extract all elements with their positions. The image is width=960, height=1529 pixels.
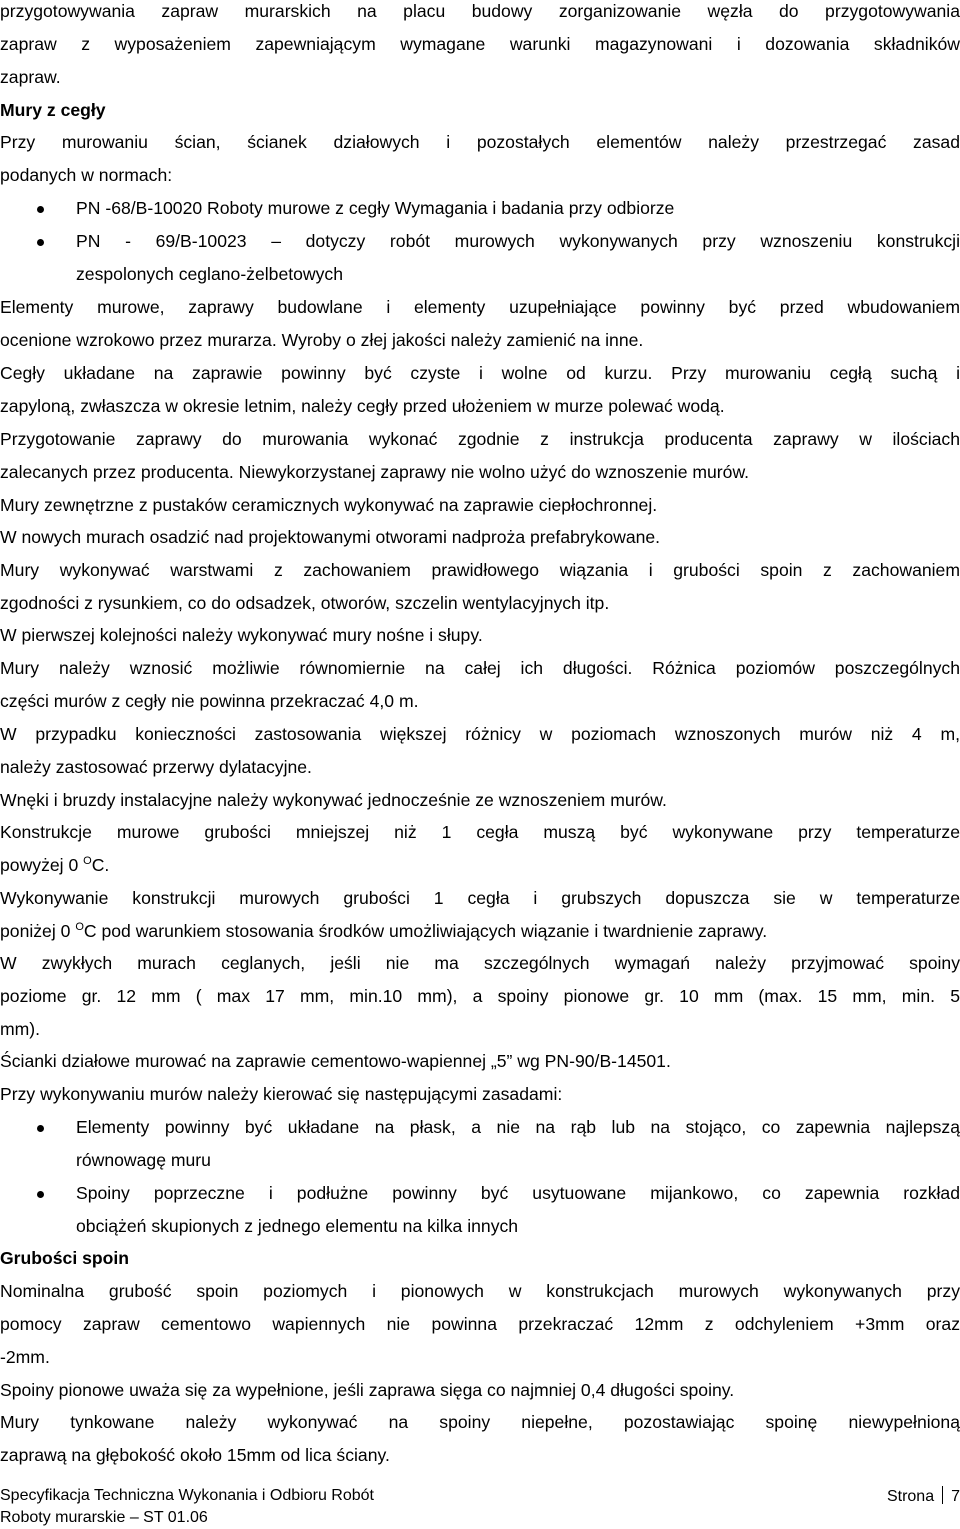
footer-subtitle-row	[0, 1508, 960, 1528]
superscript: O	[75, 921, 84, 933]
paragraph-line: Mury zewnętrzne z pustaków ceramicznych wykonywać na zaprawie ciepłochronnej.	[0, 495, 658, 515]
list-item: PN - 69/B-10023 – dotyczy robót murowych wykonywanych przy wznoszeniu konstrukcji	[76, 231, 960, 251]
text-segment: powyżej 0	[0, 855, 84, 875]
bullet-icon	[37, 1191, 44, 1198]
paragraph-line	[0, 854, 960, 876]
paragraph-line: zapraw z wyposażeniem zapewniającym wymagane warunki magazynowani i dozowania składników	[0, 34, 960, 54]
paragraph-line: Cegły układane na zaprawie powinny być czyste i wolne od kurzu. Przy murowaniu cegłą suchą i	[0, 363, 960, 383]
footer-title: Specyfikacja Techniczna Wykonania i Odbioru Robót	[0, 1487, 374, 1504]
page-footer	[0, 1486, 960, 1506]
paragraph-line: Wnęki i bruzdy instalacyjne należy wykonywać jednocześnie ze wznoszeniem murów.	[0, 790, 667, 810]
paragraph-line: W nowych murach osadzić nad projektowanymi otworami nadproża prefabrykowane.	[0, 527, 661, 547]
paragraph-line: Elementy murowe, zaprawy budowlane i elementy uzupełniające powinny być przed wbudowaniem	[0, 297, 960, 317]
paragraph-line: Przy wykonywaniu murów należy kierować się następującymi zasadami:	[0, 1084, 563, 1104]
paragraph-line: zapyloną, zwłaszcza w okresie letnim, należy cegły przed ułożeniem w murze polewać wodą.	[0, 396, 725, 416]
paragraph-line: Przy murowaniu ścian, ścianek działowych i pozostałych elementów należy przestrzegać zasad	[0, 132, 960, 152]
page-label: Strona	[886, 1488, 935, 1505]
paragraph-line: Mury tynkowane należy wykonywać na spoiny niepełne, pozostawiając spoinę niewypełnioną	[0, 1412, 960, 1432]
text-segment: C pod warunkiem stosowania środków umożliwiających wiązanie i twardnienie zaprawy.	[83, 921, 768, 941]
paragraph-line: mm).	[0, 1019, 41, 1039]
paragraph-line: poziome gr. 12 mm ( max 17 mm, min.10 mm), a spoiny pionowe gr. 10 mm (max. 15 mm, min. 5	[0, 986, 960, 1006]
paragraph-line	[0, 920, 960, 942]
paragraph-line: ocenione wzrokowo przez murarza. Wyroby o złej jakości należy zamienić na inne.	[0, 330, 644, 350]
list-item: Elementy powinny być układane na płask, a nie na rąb lub na stojąco, co zapewnia najlepszą	[76, 1117, 960, 1137]
divider	[942, 1486, 943, 1504]
text-segment: C.	[91, 855, 110, 875]
paragraph-line: Spoiny pionowe uważa się za wypełnione, jeśli zaprawa sięga co najmniej 0,4 długości spoiny.	[0, 1380, 735, 1400]
paragraph-line: Ścianki działowe murować na zaprawie cementowo-wapiennej „5” wg PN-90/B-14501.	[0, 1051, 671, 1071]
paragraph-line: zgodności z rysunkiem, co do odsadzek, otworów, szczelin wentylacyjnych itp.	[0, 593, 610, 613]
list-item: Spoiny poprzeczne i podłużne powinny być usytuowane mijankowo, co zapewnia rozkład	[76, 1183, 960, 1203]
paragraph-line: pomocy zapraw cementowo wapiennych nie powinna przekraczać 12mm z odchyleniem +3mm oraz	[0, 1314, 960, 1334]
list-item: obciążeń skupionych z jednego elementu na kilka innych	[76, 1216, 519, 1236]
bullet-icon	[37, 239, 44, 246]
paragraph-line: Wykonywanie konstrukcji murowych grubości 1 cegła i grubszych dopuszcza sie w temperaturze	[0, 888, 960, 908]
paragraph-line: zapraw.	[0, 67, 61, 87]
page-number: 7	[951, 1488, 960, 1505]
paragraph-line: Mury należy wznosić możliwie równomiernie na całej ich długości. Różnica poziomów poszczególnych	[0, 658, 960, 678]
paragraph-line: Mury wykonywać warstwami z zachowaniem prawidłowego wiązania i grubości spoin z zachowaniem	[0, 560, 960, 580]
section-heading: Mury z cegły	[0, 100, 106, 120]
bullet-icon	[37, 206, 44, 213]
paragraph-line: podanych w normach:	[0, 165, 173, 185]
paragraph-line: W pierwszej kolejności należy wykonywać mury nośne i słupy.	[0, 625, 483, 645]
paragraph-line: W przypadku konieczności zastosowania większej różnicy w poziomach wznoszonych murów niż 4 m,	[0, 724, 960, 744]
text-segment: poniżej 0	[0, 921, 76, 941]
paragraph-line: przygotowywania zapraw murarskich na placu budowy zorganizowanie węzła do przygotowywania	[0, 1, 960, 21]
list-item: PN -68/B-10020 Roboty murowe z cegły Wymagania i badania przy odbiorze	[76, 198, 675, 218]
section-heading: Grubości spoin	[0, 1248, 130, 1268]
paragraph-line: należy zastosować przerwy dylatacyjne.	[0, 757, 312, 777]
superscript: O	[83, 855, 92, 867]
paragraph-line: -2mm.	[0, 1347, 50, 1367]
page-number-block	[887, 1486, 960, 1507]
paragraph-line: Przygotowanie zaprawy do murowania wykonać zgodnie z instrukcja producenta zaprawy w ilościach	[0, 429, 960, 449]
paragraph-line: Konstrukcje murowe grubości mniejszej niż 1 cegła muszą być wykonywane przy temperaturze	[0, 822, 960, 842]
paragraph-line: zalecanych przez producenta. Niewykorzystanej zaprawy nie wolno użyć do wznoszenie murów.	[0, 462, 750, 482]
paragraph-line: W zwykłych murach ceglanych, jeśli nie ma szczególnych wymagań należy przyjmować spoiny	[0, 953, 960, 973]
bullet-icon	[37, 1125, 44, 1132]
list-item: zespolonych ceglano-żelbetowych	[76, 264, 343, 284]
list-item: równowagę muru	[76, 1150, 211, 1170]
paragraph-line: części murów z cegły nie powinna przekraczać 4,0 m.	[0, 691, 419, 711]
paragraph-line: Nominalna grubość spoin poziomych i pionowych w konstrukcjach murowych wykonywanych przy	[0, 1281, 960, 1301]
footer-subtitle: Roboty murarskie – ST 01.06	[0, 1509, 208, 1526]
paragraph-line: zaprawą na głębokość około 15mm od lica ściany.	[0, 1445, 390, 1465]
